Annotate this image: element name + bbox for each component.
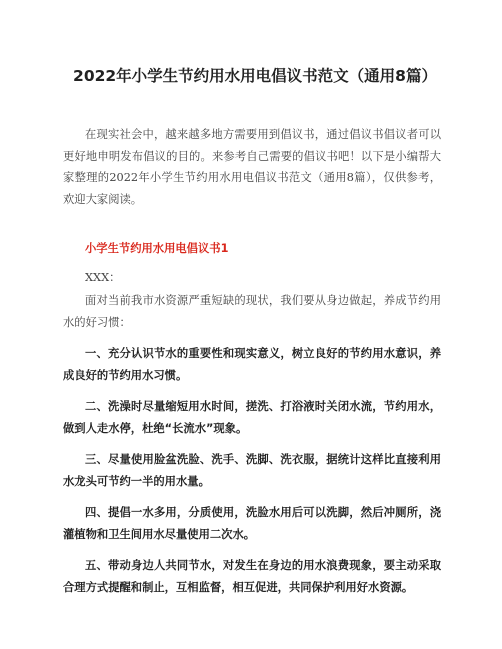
document-title: 2022年小学生节约用水用电倡议书范文（通用8篇） — [73, 67, 437, 85]
point-1: 一、充分认识节水的重要性和现实意义，树立良好的节约用水意识，养成良好的节约用水习惯。 — [63, 347, 441, 382]
section-heading: 小学生节约用水用电倡议书1 — [85, 242, 229, 255]
lead-paragraph: 面对当前我市水资源严重短缺的现状，我们要从身边做起，养成节约用水的好习惯： — [63, 294, 441, 329]
point-5: 五、带动身边人共同节水，对发生在身边的用水浪费现象，要主动采取合理方式提醒和制止，互相监督，相互促进，共同保护利用好水资源。 — [63, 559, 441, 594]
intro-paragraph: 在现实社会中，越来越多地方需要用到倡议书，通过倡议书倡议者可以更好地申明发布倡议的目的。来参考自己需要的倡议书吧！以下是小编帮大家整理的2022年小学生节约用水用电倡议书范文（通用8篇），仅供参考，欢迎大家阅读。 — [63, 128, 441, 206]
point-2: 二、洗澡时尽量缩短用水时间，搓洗、打浴液时关闭水流，节约用水，做到人走水停，杜绝“长流水”现象。 — [63, 400, 441, 435]
salutation: XXX： — [85, 271, 121, 284]
point-4: 四、提倡一水多用，分质使用，洗脸水用后可以洗脚，然后冲厕所，浇灌植物和卫生间用水尽量使用二次水。 — [63, 506, 441, 541]
point-3: 三、尽量使用脸盆洗脸、洗手、洗脚、洗衣服，据统计这样比直接利用水龙头可节约一半的用水量。 — [63, 453, 441, 488]
